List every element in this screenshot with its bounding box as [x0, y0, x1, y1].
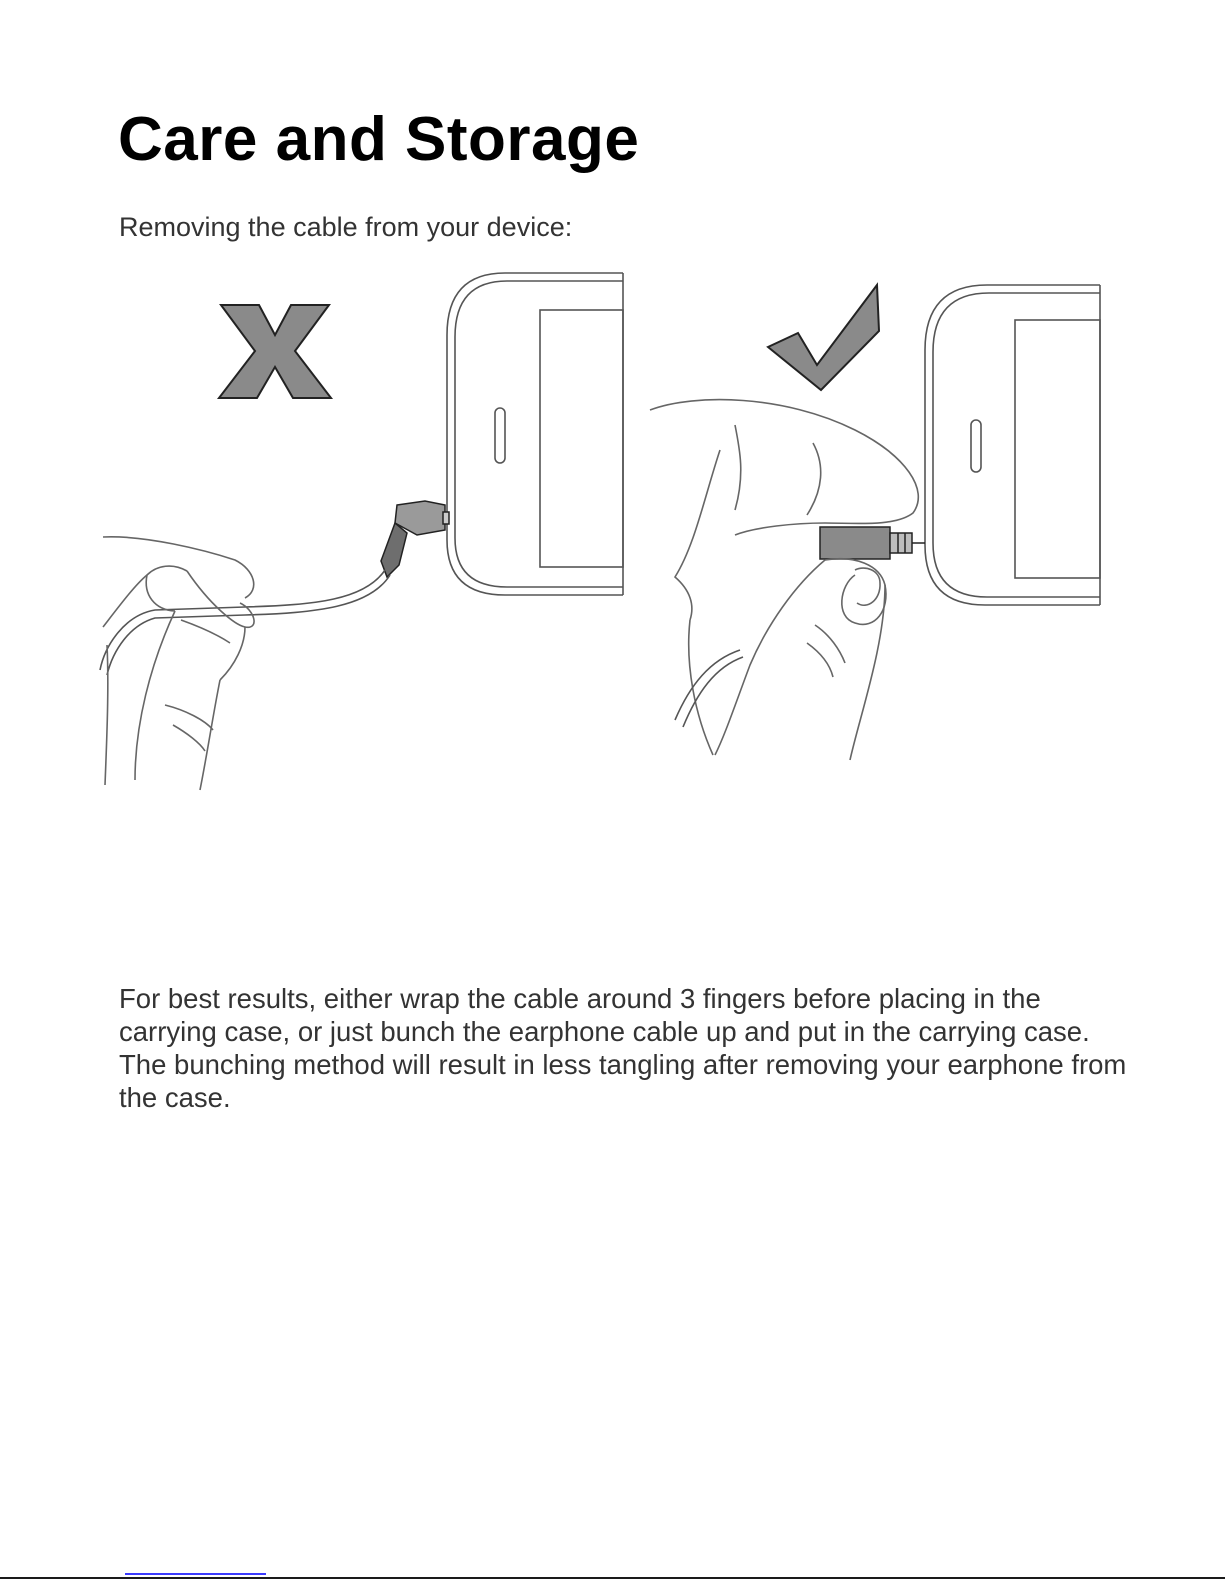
page-title: Care and Storage: [118, 105, 640, 174]
correct-method-panel: [650, 285, 1100, 760]
earphone-cable-left: [100, 570, 385, 670]
phone-left: [447, 273, 623, 595]
incorrect-method-panel: [100, 273, 623, 790]
check-mark-icon: [768, 285, 879, 390]
section-subtitle: Removing the cable from your device:: [119, 212, 573, 242]
cable-removal-illustration: [95, 265, 1125, 805]
plug-held-correctly: [820, 527, 925, 559]
hand-pulling-cable: [103, 537, 254, 790]
thumb: [715, 559, 886, 760]
footer-link-underline: [125, 1573, 266, 1575]
earphone-cable-right: [675, 650, 740, 720]
index-finger: [650, 400, 918, 755]
angled-plug: [381, 501, 449, 577]
footer-rule: [0, 1577, 1225, 1579]
x-mark-icon: [219, 305, 331, 398]
storage-instructions: For best results, either wrap the cable around 3 fingers before placing in the carrying case, or just bunch the earphone cable up and put in the carrying case. The bunching method will result in less tangling after removing your earphone from the case.: [119, 983, 1127, 1113]
phone-right: [925, 285, 1100, 605]
